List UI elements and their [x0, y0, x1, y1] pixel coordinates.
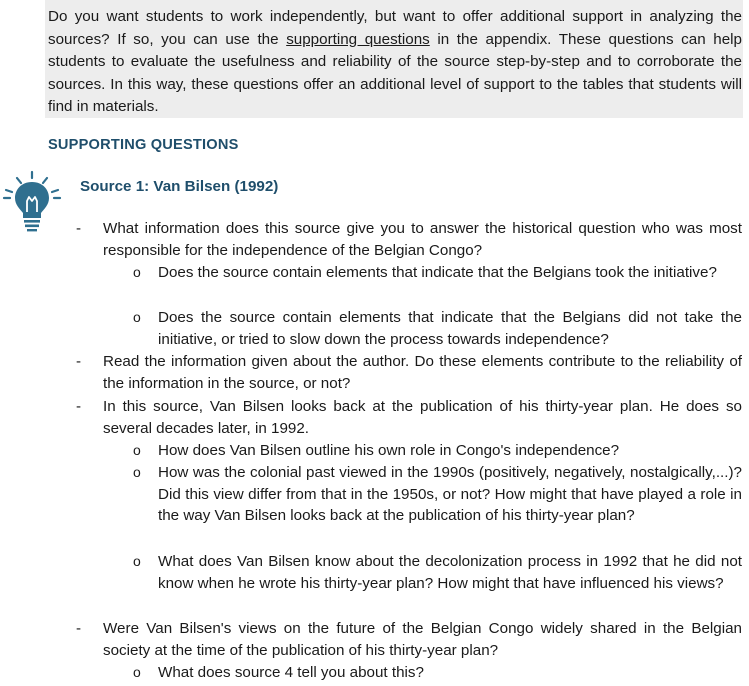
question-4-sub-1: What does source 4 tell you about this?	[158, 664, 424, 681]
question-3: In this source, Van Bilsen looks back at the publication of his thirty-year plan. He does so several decades later, in 1992.	[103, 398, 742, 437]
question-1-sub-2: Does the source contain elements that indicate that the Belgians did not take the initiative, or tried to slow down the process towards independence?	[158, 309, 742, 348]
intro-paragraph	[48, 6, 742, 119]
supporting-questions-link[interactable]: supporting questions	[286, 30, 430, 48]
source-title: Source 1: Van Bilsen (1992)	[80, 178, 279, 195]
dash-marker: -	[76, 220, 82, 237]
dash-marker: -	[76, 353, 82, 370]
question-4: Were Van Bilsen's views on the future of the Belgian Congo widely shared in the Belgian society at the time of the publication of his thirty-year plan?	[103, 620, 742, 659]
lightbulb-icon	[0, 170, 64, 232]
section-heading: SUPPORTING QUESTIONS	[48, 137, 239, 153]
question-1-sub-1: Does the source contain elements that indicate that the Belgians took the initiative?	[158, 264, 717, 281]
circle-marker: o	[133, 553, 141, 569]
question-3-sub-3: What does Van Bilsen know about the decolonization process in 1992 that he did not know when he wrote his thirty-year plan? How might that have influenced his views?	[158, 553, 742, 592]
intro-text-after: in the appendix. These questions can help students to evaluate the usefulness and reliability of the source step-by-step and to corroborate the sources. In this way, these questions offer an additional level of support to the tables that students will find in materials.	[48, 30, 742, 116]
intro-text-before: Do you want students to work independently, but want to offer additional support in analyzing the sources? If so, you can use the	[48, 8, 742, 48]
dash-marker: -	[76, 620, 82, 637]
circle-marker: o	[133, 264, 141, 280]
question-2: Read the information given about the author. Do these elements contribute to the reliability of the information in the source, or not?	[103, 353, 742, 392]
question-3-sub-1: How does Van Bilsen outline his own role in Congo's independence?	[158, 442, 620, 459]
question-3-sub-2: How was the colonial past viewed in the 1990s (positively, negatively, nostalgically,...)? Did this view differ from that in the 1950s, or not? How might that have played a role in the way Van Bilsen looks back at the publication of his thirty-year plan?	[158, 464, 742, 525]
question-1: What information does this source give you to answer the historical question who was most responsible for the independence of the Belgian Congo?	[103, 220, 742, 259]
circle-marker: o	[133, 309, 141, 325]
dash-marker: -	[76, 398, 82, 415]
circle-marker: o	[133, 664, 141, 680]
circle-marker: o	[133, 442, 141, 458]
circle-marker: o	[133, 464, 141, 480]
